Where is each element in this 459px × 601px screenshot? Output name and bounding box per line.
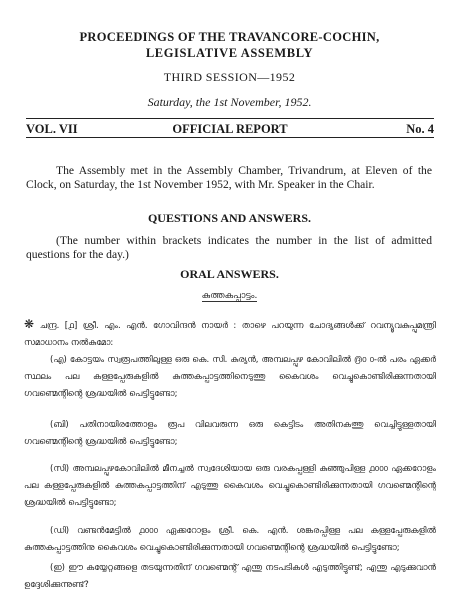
- question-item-e: (ഇ) ഈ കയ്യേറ്റങ്ങളെ തടയുന്നതിന് ഗവണ്മെന്റ് എന്തു നടപടികൾ എടുത്തിട്ടുണ്ട്; എന്തു എടുക്കുവാൻ ഉദ്ദേശിക്കുന്നുണ്ട്?: [24, 563, 436, 590]
- question-item-a: (എ) കോട്ടയം സ്വരൂപത്തിലുള്ള ഒരു കെ. സി. കുര്യൻ, അമ്പലപ്പുഴ കോവിലിൽ ൫൦ ൦-ൽ പരം ഏക്കർ സ്ഥലം പല കള്ളപ്പേരുകളിൽ കുത്തകപ്പാട്ടത്തിനെടുത്തു കൈവശം വെച്ചുകൊണ്ടിരിക്കുന്നതായി ഗവണ്മെന്റിന്റെ ശ്രദ്ധയിൽ പെട്ടിട്ടുണ്ടോ;: [24, 355, 436, 399]
- top-rule: [26, 118, 434, 119]
- question-intro-text: ചന്ദ്ര. [൧] ശ്രീ. എം. എൻ. ഗോവിന്ദൻ നായർ : താഴെ പറയുന്ന ചോദ്യങ്ങൾക്ക് റവന്യൂവകുപ്പുമന്ത്രി സമാധാനം നൽകുമോ:: [24, 321, 436, 348]
- question-item-d: (ഡി) വണ്ടൻമേട്ടിൽ ൧൦൦൦ ഏക്കറോളം ശ്രീ. കെ. എൻ. ശങ്കരപ്പിള്ള പല കള്ളപ്പേരുകളിൽ കുത്തകപ്പാട്ടത്തിനു കൈവശം വെച്ചുകൊണ്ടിരിക്കുന്നതായി ഗവണ്മെന്റിന്റെ ശ്രദ്ധയിൽ പെട്ടിട്ടുണ്ടോ;: [24, 526, 436, 553]
- session-line: THIRD SESSION—1952: [163, 70, 296, 84]
- bottom-rule: [26, 137, 434, 138]
- volume-label: VOL. VII: [26, 122, 78, 136]
- report-label: OFFICIAL REPORT: [172, 122, 288, 136]
- note-paragraph: (The number within brackets indicates the number in the list of admitted questions for the day.): [26, 234, 432, 262]
- date-line: Saturday, the 1st November, 1952.: [147, 95, 312, 109]
- question-item-c: (സി) അമ്പലപ്പുഴകോവിലിൽ മീനച്ചൽ സ്വദേശിയായ ഒരു വരകപ്പള്ളി കുഞ്ഞുപിള്ള ൧൦൦൦ ഏക്കറോളം പല കള്ളപ്പേരുകളിൽ കുത്തകപ്പാട്ടത്തിന് എടുത്തു കൈവശം വെച്ചുകൊണ്ടിരിക്കുന്നതായി ഗവണ്മെന്റിന്റെ ശ്രദ്ധയിൽ പെട്ടിട്ടുണ്ടോ;: [24, 464, 436, 508]
- question-intro: [24, 316, 436, 352]
- starred-question-icon: ❋: [24, 317, 35, 331]
- title-line-2: LEGISLATIVE ASSEMBLY: [145, 46, 314, 60]
- malayalam-subject-heading: കുത്തകപ്പാട്ടം.: [201, 291, 258, 301]
- number-label: No. 4: [406, 122, 434, 136]
- opening-paragraph: The Assembly met in the Assembly Chamber, Trivandrum, at Eleven of the Clock, on Saturday, the 1st November 1952, with Mr. Speaker in the Chair.: [26, 164, 432, 192]
- question-item-b: (ബി) പതിനായിരത്തോളം രൂപ വിലവരുന്ന ഒരു കെട്ടിടം അതിനകത്തു വെച്ചിട്ടുള്ളതായി ഗവണ്മെന്റിന്റെ ശ്രദ്ധയിൽ പെട്ടിട്ടുണ്ടോ;: [24, 420, 436, 447]
- qa-heading: QUESTIONS AND ANSWERS.: [147, 211, 312, 225]
- oral-heading: ORAL ANSWERS.: [180, 267, 279, 281]
- title-line-1: PROCEEDINGS OF THE TRAVANCORE-COCHIN,: [79, 30, 380, 44]
